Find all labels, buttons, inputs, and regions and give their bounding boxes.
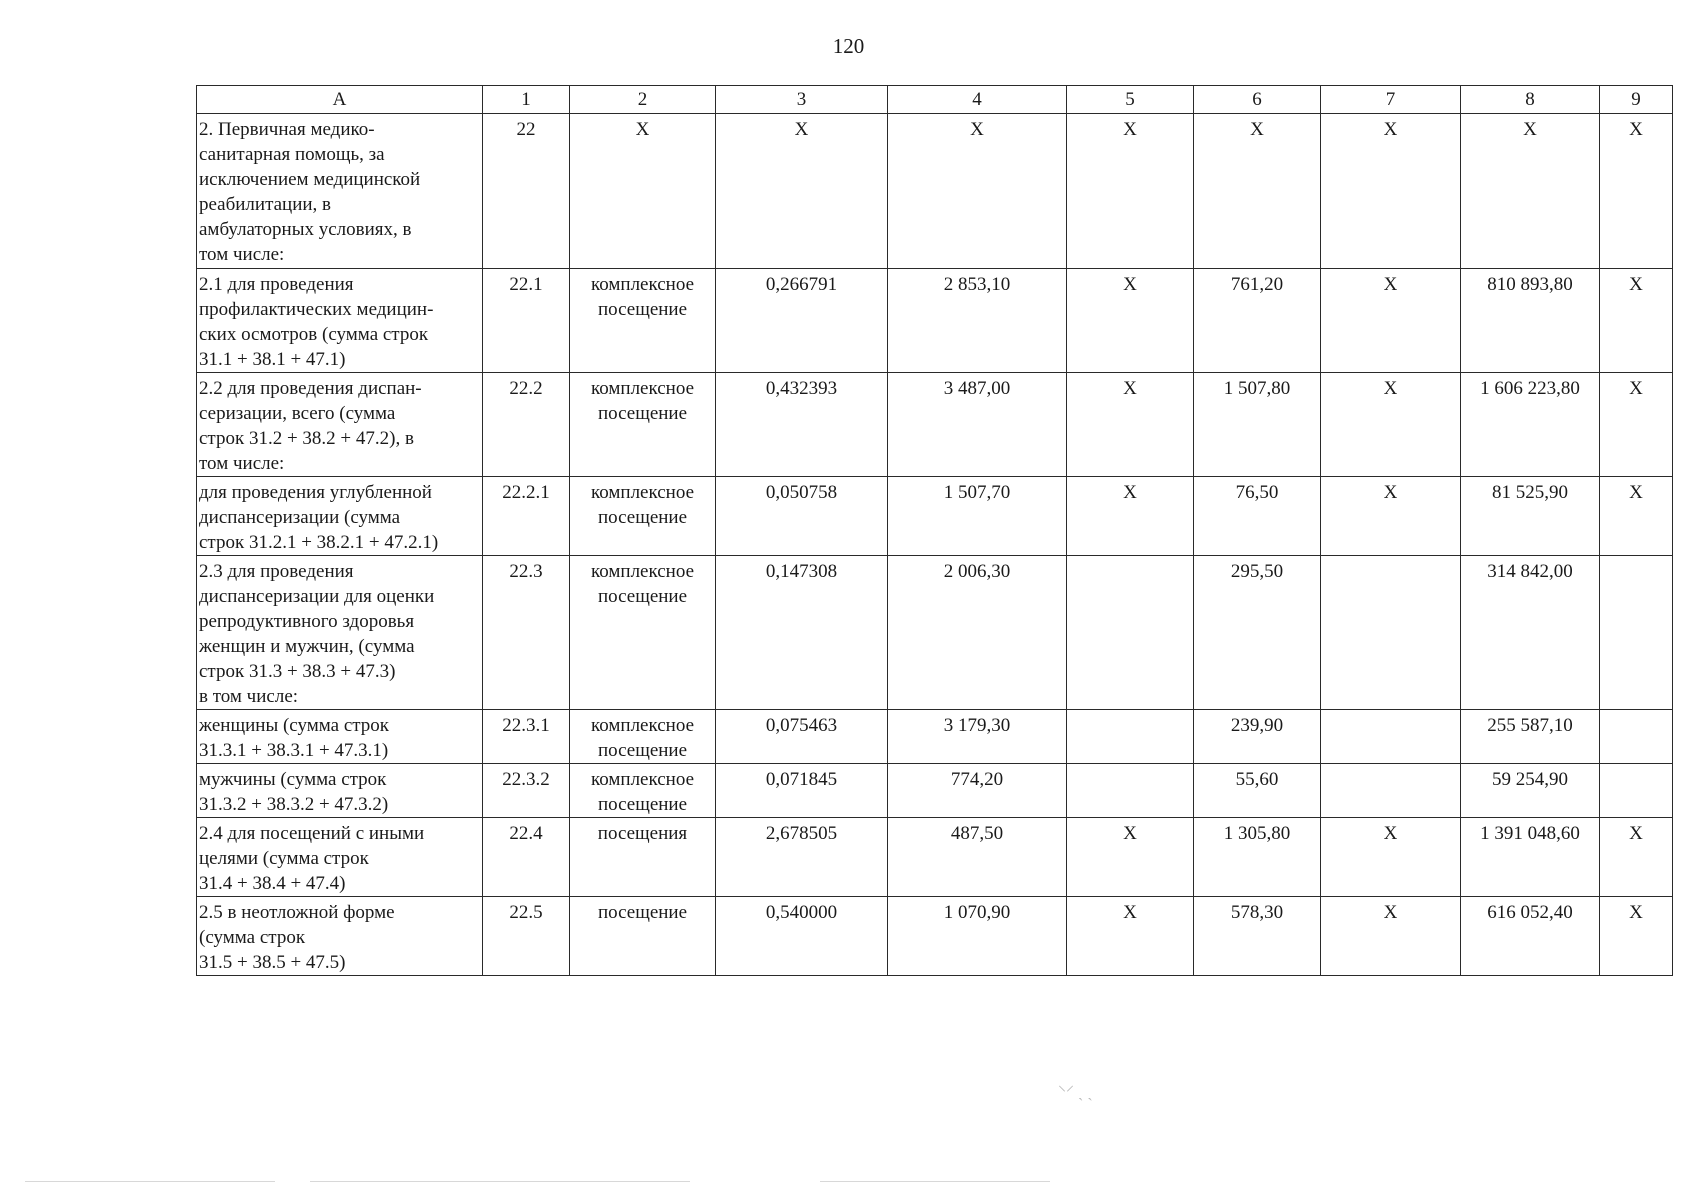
cell-col-2: Х (570, 114, 716, 269)
cell-col-3: 0,540000 (716, 897, 888, 976)
scan-artifact (820, 1181, 1050, 1182)
cell-col-1: 22.1 (483, 269, 570, 373)
cell-col-3: 2,678505 (716, 818, 888, 897)
scan-artifact (310, 1181, 690, 1182)
cell-col-6: 761,20 (1194, 269, 1321, 373)
table-row (197, 477, 1673, 556)
cell-col-8: 616 052,40 (1461, 897, 1600, 976)
cell-col-8: 1 391 048,60 (1461, 818, 1600, 897)
row-name: 2.4 для посещений с иными целями (сумма строк 31.4 + 38.4 + 47.4) (197, 818, 483, 897)
cell-col-2: комплексное посещение (570, 764, 716, 818)
cell-col-9: Х (1600, 269, 1673, 373)
row-name: для проведения углубленной диспансеризации (сумма строк 31.2.1 + 38.2.1 + 47.2.1) (197, 477, 483, 556)
cell-col-5: Х (1067, 477, 1194, 556)
cell-col-7: Х (1321, 818, 1461, 897)
cell-col-7: Х (1321, 897, 1461, 976)
cell-col-9: Х (1600, 818, 1673, 897)
row-name: 2. Первичная медико- санитарная помощь, за исключением медицинской реабилитации, в амбулаторных условиях, в том числе: (197, 114, 483, 269)
cell-col-1: 22 (483, 114, 570, 269)
cell-col-1: 22.3.2 (483, 764, 570, 818)
cell-col-7 (1321, 764, 1461, 818)
cell-col-3: 0,050758 (716, 477, 888, 556)
cell-col-3: 0,075463 (716, 710, 888, 764)
cell-col-8: Х (1461, 114, 1600, 269)
cell-col-6: Х (1194, 114, 1321, 269)
cell-col-5: Х (1067, 818, 1194, 897)
cell-col-4: 487,50 (888, 818, 1067, 897)
table-row (197, 764, 1673, 818)
cell-col-5: Х (1067, 269, 1194, 373)
scan-artifact (25, 1181, 275, 1182)
cell-col-9: Х (1600, 114, 1673, 269)
cell-col-3: 0,266791 (716, 269, 888, 373)
cell-col-7: Х (1321, 373, 1461, 477)
cell-col-7 (1321, 710, 1461, 764)
cell-col-4: 3 179,30 (888, 710, 1067, 764)
cell-col-4: 3 487,00 (888, 373, 1067, 477)
page-number: 120 (832, 34, 865, 58)
cell-col-1: 22.2.1 (483, 477, 570, 556)
cell-col-5: Х (1067, 897, 1194, 976)
column-header-a: A (197, 86, 483, 114)
cell-col-8: 255 587,10 (1461, 710, 1600, 764)
cell-col-6: 239,90 (1194, 710, 1321, 764)
cell-col-8: 314 842,00 (1461, 556, 1600, 710)
cell-col-7: Х (1321, 269, 1461, 373)
column-header-5: 5 (1067, 86, 1194, 114)
row-name: 2.2 для проведения диспан- серизации, всего (сумма строк 31.2 + 38.2 + 47.2), в том числе: (197, 373, 483, 477)
row-name: 2.3 для проведения диспансеризации для оценки репродуктивного здоровья женщин и мужчин, (сумма строк 31.3 + 38.3 + 47.3) в том числе: (197, 556, 483, 710)
column-header-6: 6 (1194, 86, 1321, 114)
cell-col-2: комплексное посещение (570, 477, 716, 556)
cell-col-9 (1600, 556, 1673, 710)
row-name: женщины (сумма строк 31.3.1 + 38.3.1 + 47.3.1) (197, 710, 483, 764)
cell-col-6: 295,50 (1194, 556, 1321, 710)
cell-col-6: 1 507,80 (1194, 373, 1321, 477)
cell-col-3: 0,147308 (716, 556, 888, 710)
cell-col-2: комплексное посещение (570, 269, 716, 373)
cell-col-2: посещение (570, 897, 716, 976)
cell-col-3: 0,071845 (716, 764, 888, 818)
cell-col-1: 22.3 (483, 556, 570, 710)
cell-col-4: 1 070,90 (888, 897, 1067, 976)
table-row (197, 897, 1673, 976)
data-table (196, 85, 1673, 976)
row-name: 2.5 в неотложной форме (сумма строк 31.5 + 38.5 + 47.5) (197, 897, 483, 976)
cell-col-9 (1600, 710, 1673, 764)
cell-col-8: 59 254,90 (1461, 764, 1600, 818)
cell-col-8: 81 525,90 (1461, 477, 1600, 556)
cell-col-6: 55,60 (1194, 764, 1321, 818)
cell-col-2: комплексное посещение (570, 373, 716, 477)
cell-col-4: 2 006,30 (888, 556, 1067, 710)
cell-col-1: 22.3.1 (483, 710, 570, 764)
cell-col-5 (1067, 710, 1194, 764)
cell-col-1: 22.2 (483, 373, 570, 477)
cell-col-1: 22.4 (483, 818, 570, 897)
cell-col-9: Х (1600, 477, 1673, 556)
cell-col-3: 0,432393 (716, 373, 888, 477)
cell-col-2: посещения (570, 818, 716, 897)
cell-col-2: комплексное посещение (570, 556, 716, 710)
cell-col-4: Х (888, 114, 1067, 269)
table-header (197, 86, 1673, 114)
column-header-2: 2 (570, 86, 716, 114)
column-header-7: 7 (1321, 86, 1461, 114)
cell-col-9: Х (1600, 897, 1673, 976)
row-name: мужчины (сумма строк 31.3.2 + 38.3.2 + 47.3.2) (197, 764, 483, 818)
cell-col-3: Х (716, 114, 888, 269)
cell-col-7: Х (1321, 114, 1461, 269)
column-header-1: 1 (483, 86, 570, 114)
cell-col-9 (1600, 764, 1673, 818)
column-header-8: 8 (1461, 86, 1600, 114)
cell-col-4: 1 507,70 (888, 477, 1067, 556)
cell-col-5: Х (1067, 373, 1194, 477)
cell-col-6: 578,30 (1194, 897, 1321, 976)
column-header-9: 9 (1600, 86, 1673, 114)
table-body (197, 114, 1673, 976)
table-row (197, 373, 1673, 477)
cell-col-6: 1 305,80 (1194, 818, 1321, 897)
cell-col-5 (1067, 764, 1194, 818)
cell-col-1: 22.5 (483, 897, 570, 976)
row-name: 2.1 для проведения профилактических медицин- ских осмотров (сумма строк 31.1 + 38.1 + 47.1) (197, 269, 483, 373)
cell-col-6: 76,50 (1194, 477, 1321, 556)
header-row (197, 86, 1673, 114)
cell-col-5: Х (1067, 114, 1194, 269)
column-header-3: 3 (716, 86, 888, 114)
cell-col-7 (1321, 556, 1461, 710)
table-row (197, 710, 1673, 764)
table-row (197, 556, 1673, 710)
cell-col-5 (1067, 556, 1194, 710)
cell-col-7: Х (1321, 477, 1461, 556)
cell-col-4: 2 853,10 (888, 269, 1067, 373)
scan-artifact: ⸌⸍ ˏ ˎ (1058, 1084, 1093, 1101)
table-row (197, 114, 1673, 269)
table-row (197, 818, 1673, 897)
cell-col-2: комплексное посещение (570, 710, 716, 764)
table-row (197, 269, 1673, 373)
cell-col-8: 1 606 223,80 (1461, 373, 1600, 477)
column-header-4: 4 (888, 86, 1067, 114)
cell-col-4: 774,20 (888, 764, 1067, 818)
cell-col-8: 810 893,80 (1461, 269, 1600, 373)
cell-col-9: Х (1600, 373, 1673, 477)
